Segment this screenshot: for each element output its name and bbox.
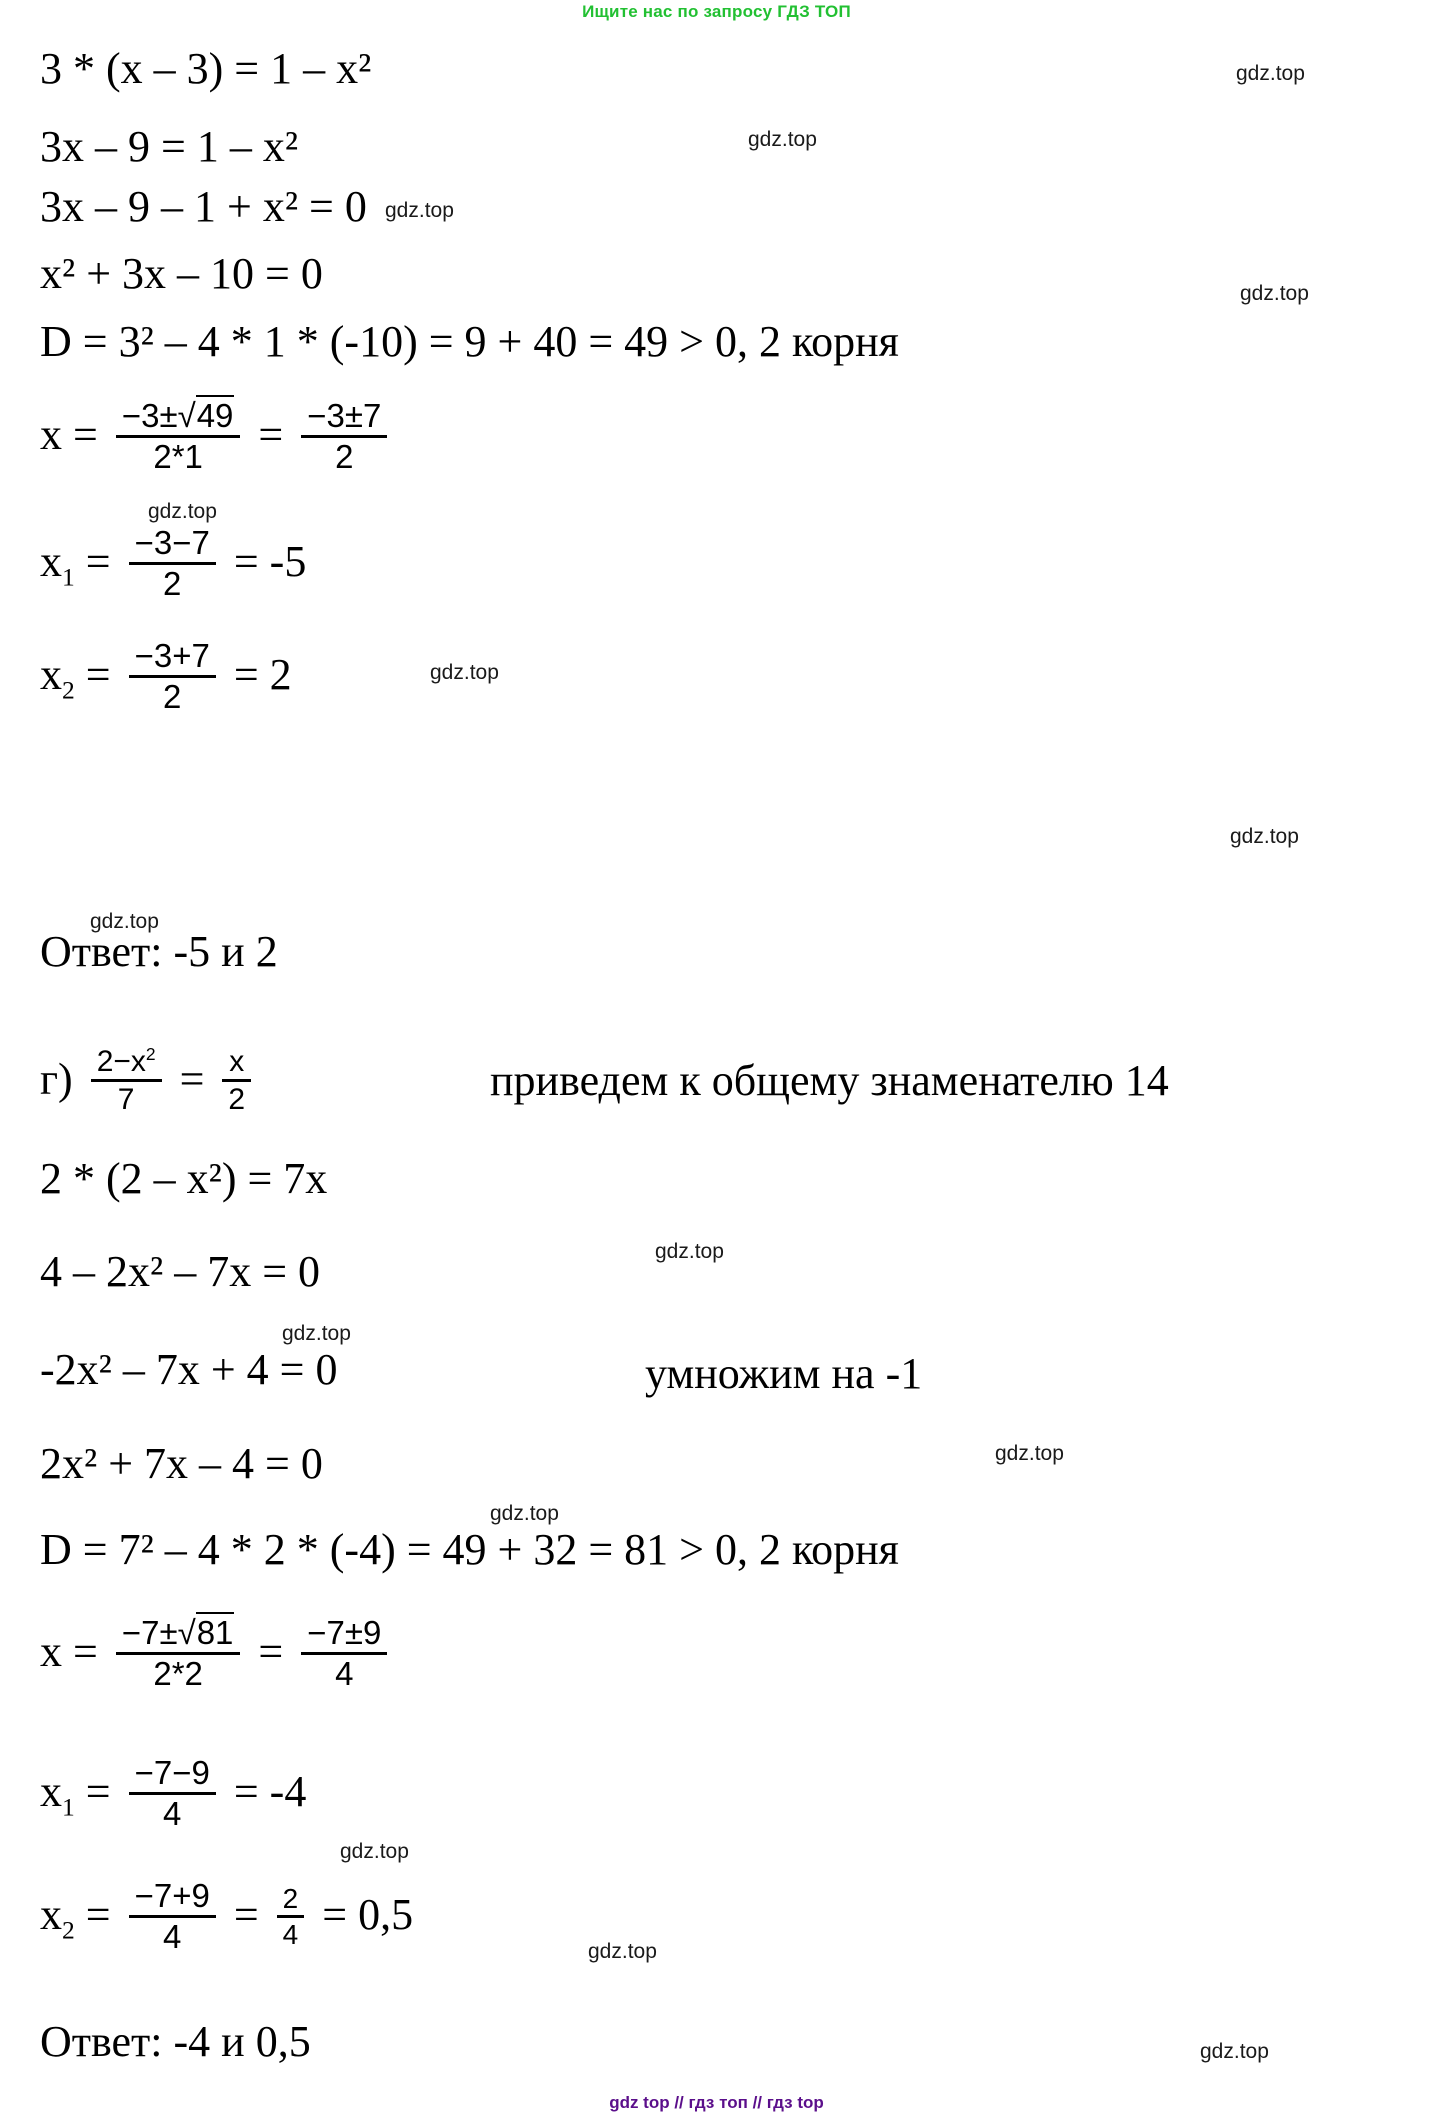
root-x1-line-1 — [40, 524, 307, 605]
root-formula-1-fraction-b — [301, 398, 387, 476]
root-formula-2-fraction-a — [116, 1615, 241, 1693]
root-formula-2-radicand: 81 — [196, 1614, 234, 1651]
watermark-4: gdz.top — [1240, 282, 1309, 305]
promo-header-text: Ищите нас по запросу ГДЗ ТОП — [582, 2, 851, 21]
root-x2-equals-2: = — [85, 1889, 111, 1939]
equation-line-3: 3x – 9 – 1 + x² = 0 — [40, 182, 367, 231]
root-x1-value-1: -5 — [269, 536, 307, 586]
part-g-equation-line-4: 2x² + 7x – 4 = 0 — [40, 1439, 323, 1488]
root-formula-2-denominator-a: 2*2 — [153, 1654, 203, 1692]
root-formula-2-denominator-b: 4 — [335, 1654, 354, 1692]
root-x2-value-2: 0,5 — [358, 1889, 414, 1939]
root-x1-index-2: 1 — [62, 1792, 75, 1822]
watermark-1: gdz.top — [1236, 62, 1305, 85]
watermark-9: gdz.top — [655, 1240, 724, 1263]
watermark-10: gdz.top — [282, 1322, 351, 1345]
root-formula-1-radicand: 49 — [196, 397, 234, 434]
watermark-3: gdz.top — [385, 199, 454, 222]
root-formula-2-lhs: x — [40, 1626, 62, 1676]
watermark-13: gdz.top — [340, 1840, 409, 1863]
part-g-equation-line-2: 4 – 2x² – 7x = 0 — [40, 1247, 321, 1296]
root-x2-fraction-1 — [129, 638, 216, 716]
root-formula-1-numerator-a — [116, 398, 241, 438]
root-x2-label-2: x — [40, 1889, 62, 1939]
root-formula-1-fraction-a — [116, 398, 241, 476]
watermark-7: gdz.top — [1230, 825, 1299, 848]
radical-glyph: √ — [177, 397, 196, 434]
root-x2-line-2 — [40, 1877, 414, 1958]
root-formula-2-num-prefix: −7± — [121, 1614, 178, 1651]
root-x2-numerator-1: −3+7 — [129, 638, 216, 678]
root-x2-denominator-2b: 4 — [282, 1918, 299, 1950]
root-x1-equals-2: = — [85, 1766, 111, 1816]
watermark-6: gdz.top — [430, 661, 499, 684]
root-x2-denominator-1: 2 — [163, 677, 182, 715]
part-g-marker: г) — [40, 1054, 73, 1104]
equation-line-4: x² + 3x – 10 = 0 — [40, 249, 323, 298]
part-g-equation-line-1: 2 * (2 – x²) = 7x — [40, 1154, 328, 1203]
root-x1-label-1: x — [40, 536, 62, 586]
promo-footer-text: gdz top // гдз топ // гдз top — [609, 2093, 824, 2112]
part-g-rhs-fraction — [222, 1046, 251, 1117]
part-g-lhs-fraction — [91, 1046, 162, 1117]
part-g-lhs-denominator: 7 — [117, 1083, 135, 1117]
root-x2-equals2-1: = — [233, 649, 259, 699]
root-x2-line-1 — [40, 637, 292, 718]
root-formula-1 — [40, 397, 394, 478]
root-x1-denominator-2: 4 — [163, 1794, 182, 1832]
root-x2-index-1: 2 — [62, 675, 75, 705]
root-x1-fraction-2 — [129, 1755, 216, 1833]
root-x1-fraction-1 — [129, 525, 216, 603]
watermark-8: gdz.top — [90, 910, 159, 933]
hint-common-denominator: приведем к общему знаменателю 14 — [490, 1056, 1169, 1105]
answer-line-1: Ответ: -5 и 2 — [40, 927, 278, 976]
root-formula-1-equals-2: = — [258, 409, 284, 459]
part-g-equation-line-3: -2x² – 7x + 4 = 0 — [40, 1345, 338, 1394]
root-x2-fraction-2 — [129, 1878, 216, 1956]
root-x1-value-2: -4 — [269, 1766, 307, 1816]
part-g-lhs-num-power: 2 — [145, 1044, 156, 1064]
root-formula-2 — [40, 1614, 394, 1695]
discriminant-line-1: D = 3² – 4 * 1 * (-10) = 9 + 40 = 49 > 0, 2 корня — [40, 317, 899, 366]
radical-glyph-2: √ — [177, 1614, 196, 1651]
part-g-rhs-denominator: 2 — [228, 1083, 246, 1117]
part-g-lhs-num-prefix: 2−x — [96, 1045, 146, 1078]
answer-line-2: Ответ: -4 и 0,5 — [40, 2017, 311, 2066]
watermark-14: gdz.top — [588, 1940, 657, 1963]
root-x2-denominator-2: 4 — [163, 1917, 182, 1955]
root-x1-line-2 — [40, 1754, 307, 1835]
root-formula-1-lhs: x — [40, 409, 62, 459]
hint-multiply-by-minus-one: умножим на -1 — [645, 1349, 923, 1398]
watermark-15: gdz.top — [1200, 2040, 1269, 2063]
part-g-equals: = — [179, 1054, 205, 1104]
root-x2-numerator-2: −7+9 — [129, 1878, 216, 1918]
root-formula-2-numerator-a — [116, 1615, 241, 1655]
root-x2-label-1: x — [40, 649, 62, 699]
root-x2-equals-1: = — [85, 649, 111, 699]
root-x1-label-2: x — [40, 1766, 62, 1816]
root-x1-denominator-1: 2 — [163, 564, 182, 602]
root-x2-equals3-2: = — [322, 1889, 348, 1939]
root-x2-fraction-2b — [277, 1884, 305, 1951]
root-formula-1-denominator-a: 2*1 — [153, 437, 203, 475]
root-x1-index-1: 1 — [62, 562, 75, 592]
root-x2-value-1: 2 — [269, 649, 292, 699]
root-formula-2-equals-2: = — [258, 1626, 284, 1676]
radical-icon-2 — [178, 1612, 235, 1651]
part-g-rhs-numerator: x — [222, 1046, 251, 1082]
root-x2-index-2: 2 — [62, 1915, 75, 1945]
root-formula-2-equals: = — [73, 1626, 98, 1676]
equation-line-2: 3x – 9 = 1 – x² — [40, 122, 299, 171]
root-x2-equals2-2: = — [233, 1889, 259, 1939]
root-x1-numerator-2: −7−9 — [129, 1755, 216, 1795]
root-formula-1-num-prefix: −3± — [121, 397, 178, 434]
discriminant-line-2: D = 7² – 4 * 2 * (-4) = 49 + 32 = 81 > 0, 2 корня — [40, 1525, 899, 1574]
part-g-lhs-numerator — [91, 1046, 162, 1082]
root-formula-2-fraction-b — [301, 1615, 387, 1693]
root-formula-1-numerator-b: −3±7 — [301, 398, 387, 438]
root-x1-equals-1: = — [85, 536, 111, 586]
watermark-2: gdz.top — [748, 128, 817, 151]
part-g-equation-line — [40, 1044, 258, 1119]
watermark-12: gdz.top — [490, 1502, 559, 1525]
watermark-5: gdz.top — [148, 500, 217, 523]
root-x1-equals2-2: = — [233, 1766, 259, 1816]
root-formula-1-equals: = — [73, 409, 98, 459]
root-x1-numerator-1: −3−7 — [129, 525, 216, 565]
watermark-11: gdz.top — [995, 1442, 1064, 1465]
root-formula-2-numerator-b: −7±9 — [301, 1615, 387, 1655]
root-x1-equals2-1: = — [233, 536, 259, 586]
root-x2-numerator-2b: 2 — [277, 1884, 305, 1918]
radical-icon — [178, 395, 235, 434]
root-formula-1-denominator-b: 2 — [335, 437, 354, 475]
equation-line-1: 3 * (x – 3) = 1 – x² — [40, 44, 372, 93]
